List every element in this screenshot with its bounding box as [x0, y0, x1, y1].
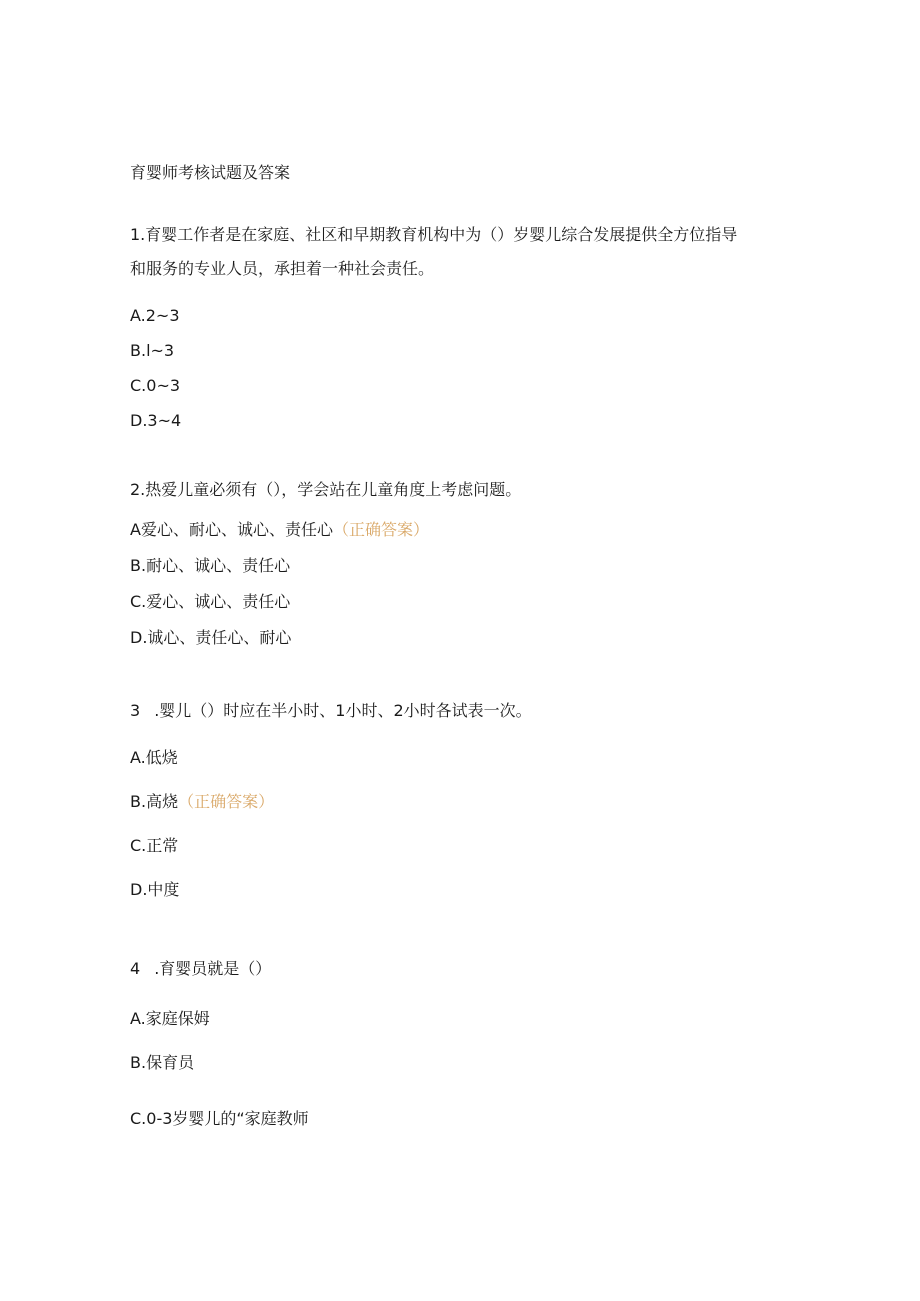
- question-stem: 热爱儿童必须有（），学会站在儿童角度上考虑问题。: [145, 480, 522, 499]
- question-3-stem-line: [130, 701, 532, 721]
- question-stem: 育婴工作者是在家庭、社区和早期教育机构中为（）岁婴儿综合发展提供全方位指导: [145, 225, 738, 244]
- question-4-option-a: A.家庭保姆: [130, 1009, 210, 1028]
- question-number: 2.: [130, 480, 146, 499]
- question-1-option-a: A.2~3: [130, 306, 180, 325]
- question-2-stem-line: [130, 480, 521, 500]
- question-3-option-d: D.中度: [130, 880, 180, 899]
- question-number: 1.: [130, 225, 146, 244]
- correct-answer-mark: （正确答案）: [332, 520, 429, 539]
- question-3-option-b: [130, 792, 274, 812]
- question-1-option-b: B.l~3: [130, 341, 175, 360]
- option-label: B.高烧: [130, 792, 179, 811]
- question-2-option-b: B.耐心、诚心、责任心: [130, 556, 291, 575]
- question-stem: .婴儿（）时应在半小时、1小时、2小时各试表一次。: [154, 701, 532, 720]
- question-4-option-b: B.保育员: [130, 1053, 195, 1072]
- correct-answer-mark: （正确答案）: [178, 792, 275, 811]
- question-2-option-c: C.爱心、诚心、责任心: [130, 592, 291, 611]
- question-1-line-2: 和服务的专业人员，承担着一种社会责任。: [130, 259, 435, 278]
- document-title: 育婴师考核试题及答案: [130, 163, 291, 182]
- question-number: 4: [130, 959, 141, 978]
- question-stem: .育婴员就是（）: [154, 959, 272, 978]
- question-1-option-c: C.0~3: [130, 376, 181, 395]
- question-1-line-1: [130, 225, 737, 245]
- question-4-stem-line: [130, 959, 271, 979]
- question-2-option-a: [130, 520, 429, 540]
- question-3-option-c: C.正常: [130, 836, 179, 855]
- question-3-option-a: A.低烧: [130, 748, 178, 767]
- question-2-option-d: D.诚心、责任心、耐心: [130, 628, 292, 647]
- question-number: 3: [130, 701, 141, 720]
- option-label: A爱心、耐心、诚心、责任心: [130, 520, 333, 539]
- question-4-option-c: C.0-3岁婴儿的“家庭教师: [130, 1109, 309, 1128]
- question-1-option-d: D.3~4: [130, 411, 182, 430]
